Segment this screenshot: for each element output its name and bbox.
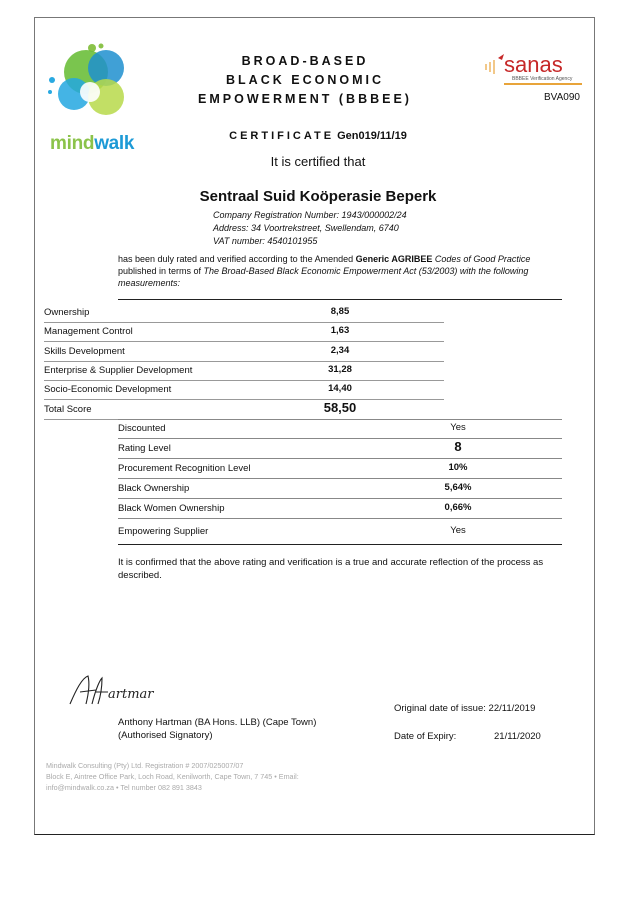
certificate-number-line [0,130,636,142]
signature-image [66,670,186,712]
title-line-2: BLACK ECONOMIC [226,73,384,87]
summary-value: 10% [448,462,468,473]
summary-label: Black Ownership [118,483,190,494]
summary-label: Rating Level [118,443,171,454]
summary-row [118,459,562,478]
svg-text:BBBEE Verification Agency: BBBEE Verification Agency [512,76,573,82]
mindwalk-logo-icon [44,42,144,122]
mindwalk-brand: mindwalk [50,133,135,154]
score-label: Ownership [44,307,90,318]
company-footer [46,760,346,793]
signatory-block [118,716,316,742]
score-value: 1,63 [330,325,350,336]
summary-label: Empowering Supplier [118,526,209,537]
confirmation-text: It is confirmed that the above rating and verification is a true and accurate reflection of the process as described. [118,557,544,581]
summary-row [118,419,562,438]
summary-value: Yes [450,422,466,433]
certificate-label: CERTIFICATE [229,130,335,142]
certificate-number: Gen019/11/19 [337,130,407,142]
title-line-3: EMPOWERMENT (BBBEE) [198,92,412,106]
registration-number: Company Registration Number: 1943/000002/24 [213,210,407,220]
summary-value: 8 [454,439,462,454]
score-label: Enterprise & Supplier Development [44,365,193,376]
score-value: 2,34 [330,345,350,356]
summary-value: 5,64% [444,482,472,493]
score-label: Socio-Economic Development [44,384,172,395]
svg-text:sanas: sanas [504,52,563,77]
score-value: 58,50 [323,400,357,415]
summary-row [118,439,562,458]
score-label: Management Control [44,326,133,337]
company-address: Address: 34 Voortrekstreet, Swellendam, 6740 [213,223,399,233]
summary-row [118,479,562,498]
intro-paragraph: has been duly rated and verified according to the Amended Generic AGRIBEE Codes of Good Practice published in terms of The Broad-Based Black Economic Empowerment Act (53/2003) with the following measurements: [118,254,531,288]
title-line-1: BROAD-BASED [241,54,369,68]
score-value: 31,28 [328,364,352,375]
score-row [44,322,444,342]
score-row [44,361,444,381]
summary-value: 0,66% [444,502,472,513]
summary-label: Discounted [118,423,166,434]
score-row [44,342,444,362]
summary-label: Black Women Ownership [118,503,225,514]
table-bottom-rule [118,544,562,545]
bva-code: BVA090 [544,92,580,103]
summary-label: Procurement Recognition Level [118,463,251,474]
company-name: Sentraal Suid Koöperasie Beperk [199,188,437,205]
sanas-logo-icon [482,50,587,88]
footer-line-2: Block E, Aintree Office Park, Loch Road, Kenilworth, Cape Town, 7 745 • Email: [46,772,299,781]
summary-divider [118,518,562,519]
signatory-role: (Authorised Signatory) [118,730,213,741]
summary-row [118,499,562,518]
score-value: 8,85 [330,306,350,317]
certified-text: It is certified that [270,154,366,169]
certificate-title [195,52,415,109]
table-top-rule [118,299,562,300]
score-row [44,303,444,323]
issue-date: Original date of issue: 22/11/2019 [394,703,536,714]
score-label: Skills Development [44,346,125,357]
score-row [44,380,444,400]
footer-line-3: info@mindwalk.co.za • Tel number 082 891 3843 [46,783,202,792]
score-value: 14,40 [328,383,352,394]
vat-number: VAT number: 4540101955 [213,236,318,246]
summary-value: Yes [450,525,466,536]
score-row [44,400,444,420]
section-divider [118,419,562,420]
footer-line-1: Mindwalk Consulting (Pty) Ltd. Registration # 2007/025007/07 [46,761,244,770]
expiry-date: Date of Expiry: 21/11/2020 [394,731,541,742]
signatory-name: Anthony Hartman (BA Hons. LLB) (Cape Town) [118,717,317,728]
svg-text:artmar: artmar [108,687,154,702]
score-label: Total Score [44,404,92,415]
summary-row [118,522,562,541]
